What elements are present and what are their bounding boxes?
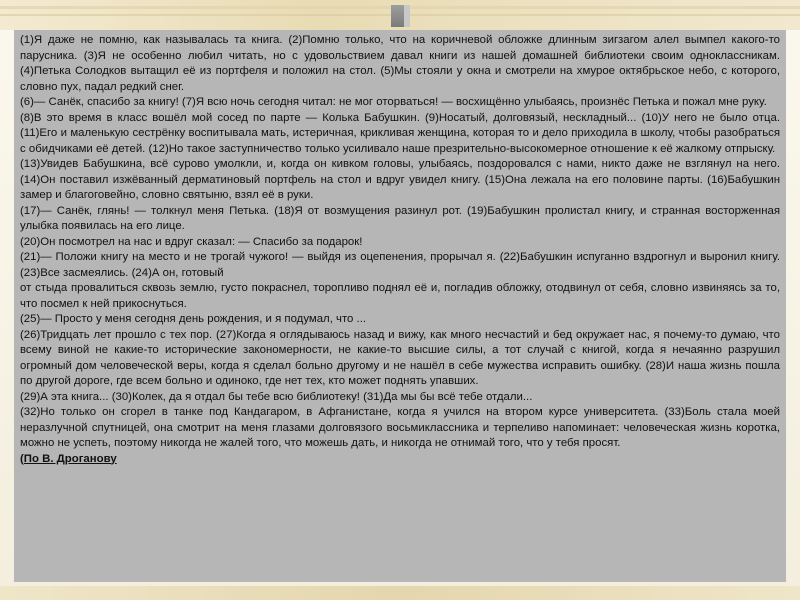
paragraph: (13)Увидев Бабушкина, всё сурово умолкли, и, когда он кивком головы, улыбаясь, поздоровался с нами, никто даже не взглянул на него. (14)Он поставил изжёванный дерматиновый портфель на стол и вдруг увидел книгу. (15)Она лежала на его половине парты. (16)Бабушкин замер и благоговейно, словно святыню, взял её в руки.	[20, 158, 780, 201]
decorative-gray-block	[391, 5, 404, 27]
paragraph: (26)Тридцать лет прошло с тех пор. (27)Когда я оглядываюсь назад и вижу, как много несчастий и бед окружает нас, я почему-то думаю, что всему виной не какие-то исторические закономерности, не какие-то высшие силы, а тот случай с книгой, когда я нечаянно разрушил огромный дом человеческой веры, когда я сделал больно другому и не нашёл в себе мужества исправить ошибку. (28)И наша жизнь пошла по другой дороге, где всем больно и одиноко, где нет тех, кто может поднять упавших.	[20, 328, 780, 387]
bottom-decorative-band	[0, 586, 800, 600]
story-passage	[20, 33, 780, 467]
paragraph: (17)— Санёк, глянь! — толкнул меня Петька. (18)Я от возмущения разинул рот. (19)Бабушкин пролистал книгу, и странная восторженная улыбка появилась на его лице.	[20, 204, 780, 232]
paragraph: (21)— Положи книгу на место и не трогай чужого! — выйдя из оцепенения, прорычал я. (22)Бабушкин испуганно вздрогнул и выронил книгу. (23)Все засмеялись. (24)А он, готовый	[20, 251, 780, 279]
paragraph: (1)Я даже не помню, как называлась та книга. (2)Помню только, что на коричневой обложке длинным зигзагом алел вымпел какого-то парусника. (3)Я не особенно любил читать, но с удовольствием давал книги из нашей домашней библиотеки своим одноклассникам. (4)Петька Солодков вытащил её из портфеля и положил на стол. (5)Мы стояли у окна и смотрели на хмурое октябрьское небо, с которого, словно пух, падал редкий снег.	[20, 34, 780, 93]
attribution-line	[20, 452, 780, 468]
decorative-light-block	[404, 5, 410, 27]
paragraph: (6)— Санёк, спасибо за книгу! (7)Я всю ночь сегодня читал: не мог оторваться! — восхищённо улыбаясь, произнёс Петька и пожал мне руку.	[20, 96, 767, 108]
paragraph: (29)А эта книга... (30)Колек, да я отдал бы тебе всю библиотеку! (31)Да мы бы всё тебе отдали...	[20, 390, 533, 403]
attribution: (По В. Дроганову	[20, 452, 117, 465]
paragraph: (8)В это время в класс вошёл мой сосед по парте — Колька Бабушкин. (9)Носатый, долговязый, нескладный... (10)У него не было отца. (11)Его и маленькую сестрёнку воспитывала мать, истеричная, крикливая женщина, которая то и дело приходила в школу, чтобы разобраться с обидчиками её детей. (12)Но такое заступничество только усиливало наше презрительно-высокомерное отношение к её жалкому отпрыску.	[20, 111, 780, 155]
text-box	[14, 30, 786, 582]
paragraph: (25)— Просто у меня сегодня день рождения, и я подумал, что ...	[20, 313, 367, 325]
paragraph: (32)Но только он сгорел в танке под Кандагаром, в Афганистане, когда я учился на втором курсе университета. (33)Боль стала моей неразлучной спутницей, она смотрит на меня глазами долговязого восьмиклассника и терпеливо напоминает: человеческая жизнь коротка, можно не успеть, поэтому никогда не жалей того, что можешь дать, и никогда не отнимай того, что у тебя просят.	[20, 406, 780, 449]
paragraph: от стыда провалиться сквозь землю, густо покраснел, торопливо поднял её и, погладив обложку, отодвинул от себя, словно извиняясь за то, что посмел к ней прикоснуться.	[20, 282, 780, 310]
paragraph: (20)Он посмотрел на нас и вдруг сказал: — Спасибо за подарок!	[20, 235, 363, 248]
